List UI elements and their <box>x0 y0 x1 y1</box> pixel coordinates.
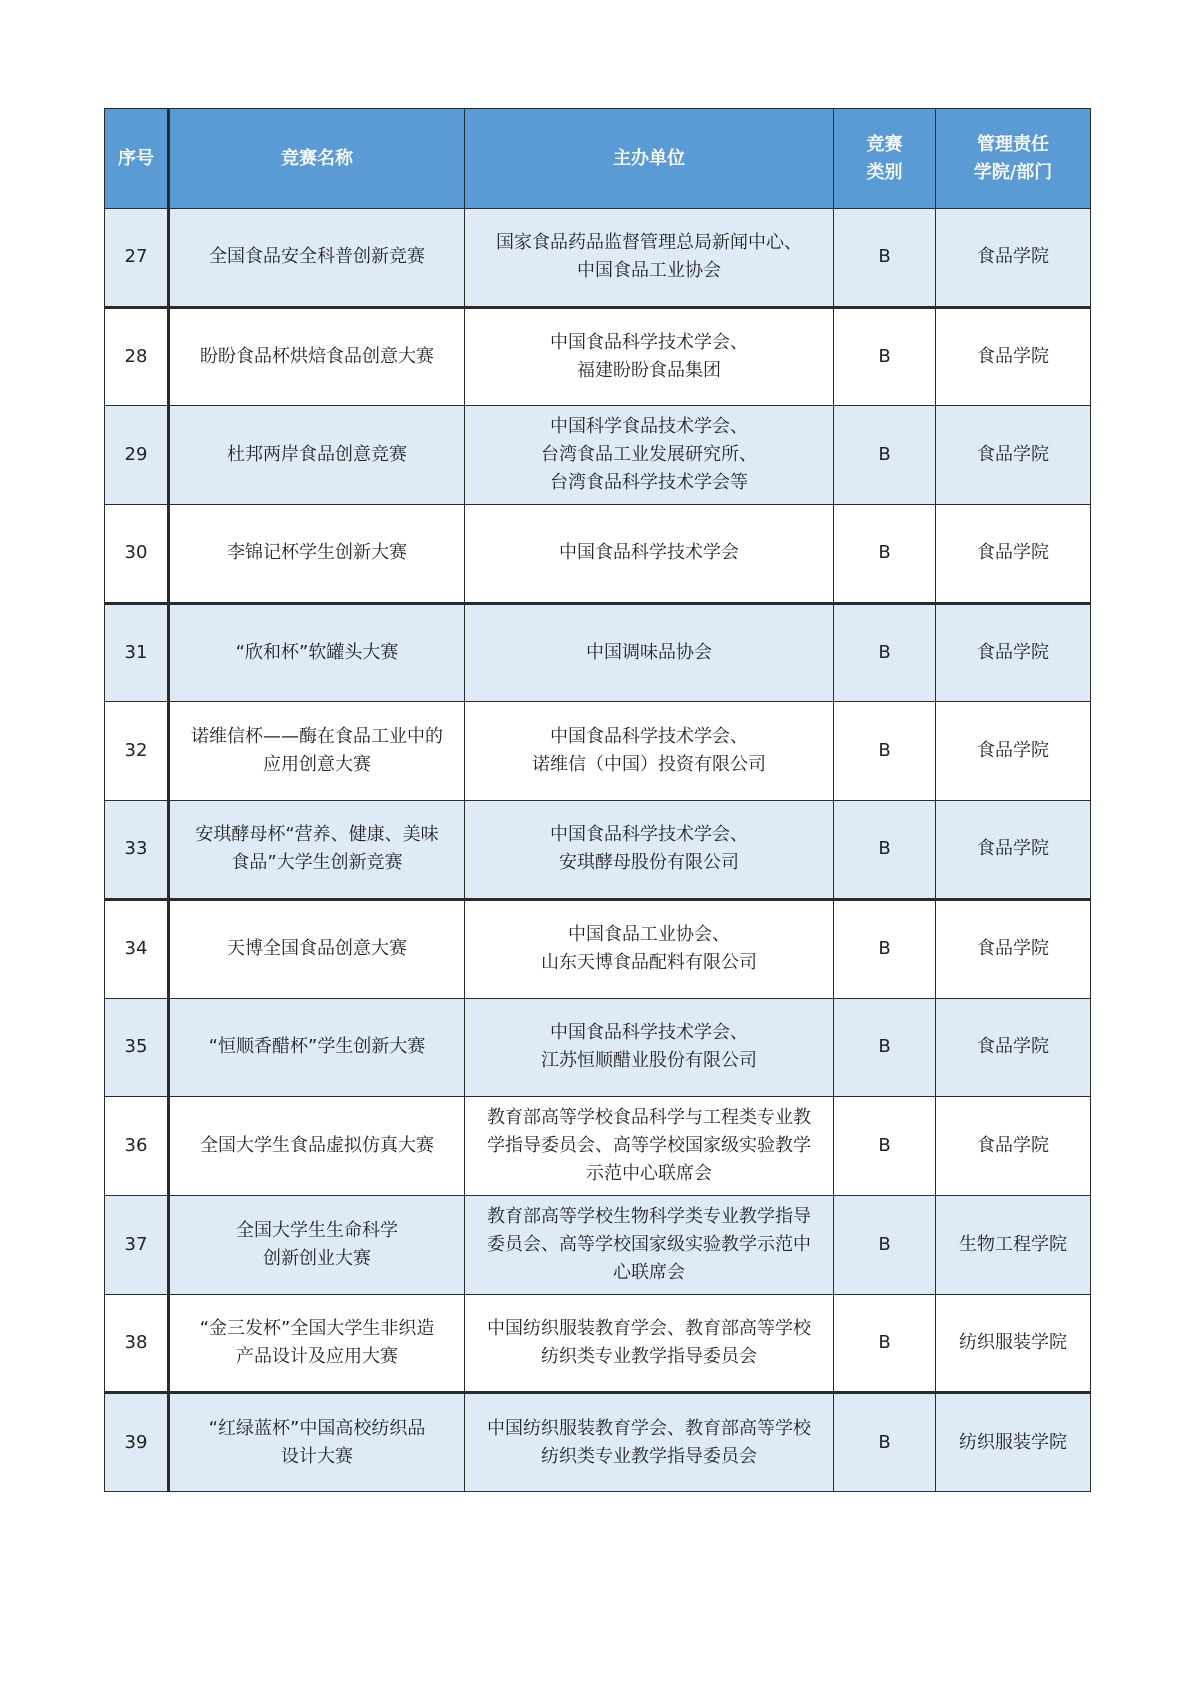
table-row <box>105 406 1091 505</box>
header-name: 竞赛名称 <box>169 109 465 209</box>
cell-department: 食品学院 <box>936 998 1091 1097</box>
cell-name: 安琪酵母杯“营养、健康、美味 食品”大学生创新竞赛 <box>169 801 465 900</box>
cell-category: B <box>834 702 936 801</box>
cell-no: 29 <box>105 406 169 505</box>
cell-organizer: 中国科学食品技术学会、 台湾食品工业发展研究所、 台湾食品科学技术学会等 <box>465 406 834 505</box>
header-row <box>105 109 1091 209</box>
cell-department: 食品学院 <box>936 1097 1091 1196</box>
table-row <box>105 1393 1091 1492</box>
cell-organizer: 中国纺织服装教育学会、教育部高等学校 纺织类专业教学指导委员会 <box>465 1393 834 1492</box>
cell-no: 34 <box>105 899 169 998</box>
table-body <box>105 209 1091 1492</box>
table-header <box>105 109 1091 209</box>
table-row <box>105 998 1091 1097</box>
cell-no: 35 <box>105 998 169 1097</box>
cell-category: B <box>834 1195 936 1294</box>
cell-organizer: 中国食品科学技术学会、 江苏恒顺醋业股份有限公司 <box>465 998 834 1097</box>
cell-department: 食品学院 <box>936 406 1091 505</box>
cell-name: 全国大学生食品虚拟仿真大赛 <box>169 1097 465 1196</box>
cell-department: 食品学院 <box>936 209 1091 308</box>
cell-organizer: 中国食品科学技术学会、 诺维信（中国）投资有限公司 <box>465 702 834 801</box>
table-row <box>105 702 1091 801</box>
cell-department: 食品学院 <box>936 899 1091 998</box>
cell-category: B <box>834 801 936 900</box>
header-department: 管理责任 学院/部门 <box>936 109 1091 209</box>
table-row <box>105 307 1091 406</box>
cell-name: “金三发杯”全国大学生非织造 产品设计及应用大赛 <box>169 1294 465 1393</box>
table-row <box>105 1195 1091 1294</box>
header-no: 序号 <box>105 109 169 209</box>
table-row <box>105 1097 1091 1196</box>
cell-organizer: 国家食品药品监督管理总局新闻中心、 中国食品工业协会 <box>465 209 834 308</box>
cell-category: B <box>834 406 936 505</box>
cell-no: 36 <box>105 1097 169 1196</box>
cell-no: 32 <box>105 702 169 801</box>
cell-no: 28 <box>105 307 169 406</box>
cell-category: B <box>834 505 936 604</box>
cell-name: 李锦记杯学生创新大赛 <box>169 505 465 604</box>
cell-organizer: 教育部高等学校食品科学与工程类专业教 学指导委员会、高等学校国家级实验教学 示范中心联席会 <box>465 1097 834 1196</box>
cell-department: 纺织服装学院 <box>936 1294 1091 1393</box>
cell-category: B <box>834 1097 936 1196</box>
cell-category: B <box>834 1393 936 1492</box>
cell-no: 38 <box>105 1294 169 1393</box>
cell-no: 31 <box>105 603 169 702</box>
cell-department: 食品学院 <box>936 307 1091 406</box>
competition-table <box>104 108 1091 1492</box>
cell-organizer: 中国食品科学技术学会、 安琪酵母股份有限公司 <box>465 801 834 900</box>
cell-name: “欣和杯”软罐头大赛 <box>169 603 465 702</box>
cell-name: 盼盼食品杯烘焙食品创意大赛 <box>169 307 465 406</box>
table-row <box>105 209 1091 308</box>
cell-name: 诺维信杯——酶在食品工业中的 应用创意大赛 <box>169 702 465 801</box>
table-row <box>105 899 1091 998</box>
table-row <box>105 505 1091 604</box>
cell-department: 食品学院 <box>936 801 1091 900</box>
cell-organizer: 中国纺织服装教育学会、教育部高等学校 纺织类专业教学指导委员会 <box>465 1294 834 1393</box>
cell-name: “红绿蓝杯”中国高校纺织品 设计大赛 <box>169 1393 465 1492</box>
cell-organizer: 教育部高等学校生物科学类专业教学指导 委员会、高等学校国家级实验教学示范中 心联席会 <box>465 1195 834 1294</box>
cell-category: B <box>834 307 936 406</box>
table-row <box>105 603 1091 702</box>
cell-category: B <box>834 209 936 308</box>
cell-category: B <box>834 899 936 998</box>
cell-category: B <box>834 1294 936 1393</box>
cell-organizer: 中国调味品协会 <box>465 603 834 702</box>
header-category: 竞赛 类别 <box>834 109 936 209</box>
cell-no: 37 <box>105 1195 169 1294</box>
table-row <box>105 1294 1091 1393</box>
cell-organizer: 中国食品工业协会、 山东天博食品配料有限公司 <box>465 899 834 998</box>
cell-organizer: 中国食品科学技术学会 <box>465 505 834 604</box>
cell-department: 食品学院 <box>936 505 1091 604</box>
cell-no: 33 <box>105 801 169 900</box>
cell-name: 杜邦两岸食品创意竞赛 <box>169 406 465 505</box>
header-organizer: 主办单位 <box>465 109 834 209</box>
cell-no: 27 <box>105 209 169 308</box>
cell-name: “恒顺香醋杯”学生创新大赛 <box>169 998 465 1097</box>
cell-department: 食品学院 <box>936 702 1091 801</box>
cell-category: B <box>834 603 936 702</box>
cell-department: 生物工程学院 <box>936 1195 1091 1294</box>
cell-no: 30 <box>105 505 169 604</box>
table-row <box>105 801 1091 900</box>
cell-name: 天博全国食品创意大赛 <box>169 899 465 998</box>
cell-department: 纺织服装学院 <box>936 1393 1091 1492</box>
cell-no: 39 <box>105 1393 169 1492</box>
cell-department: 食品学院 <box>936 603 1091 702</box>
cell-organizer: 中国食品科学技术学会、 福建盼盼食品集团 <box>465 307 834 406</box>
cell-category: B <box>834 998 936 1097</box>
cell-name: 全国大学生生命科学 创新创业大赛 <box>169 1195 465 1294</box>
cell-name: 全国食品安全科普创新竞赛 <box>169 209 465 308</box>
